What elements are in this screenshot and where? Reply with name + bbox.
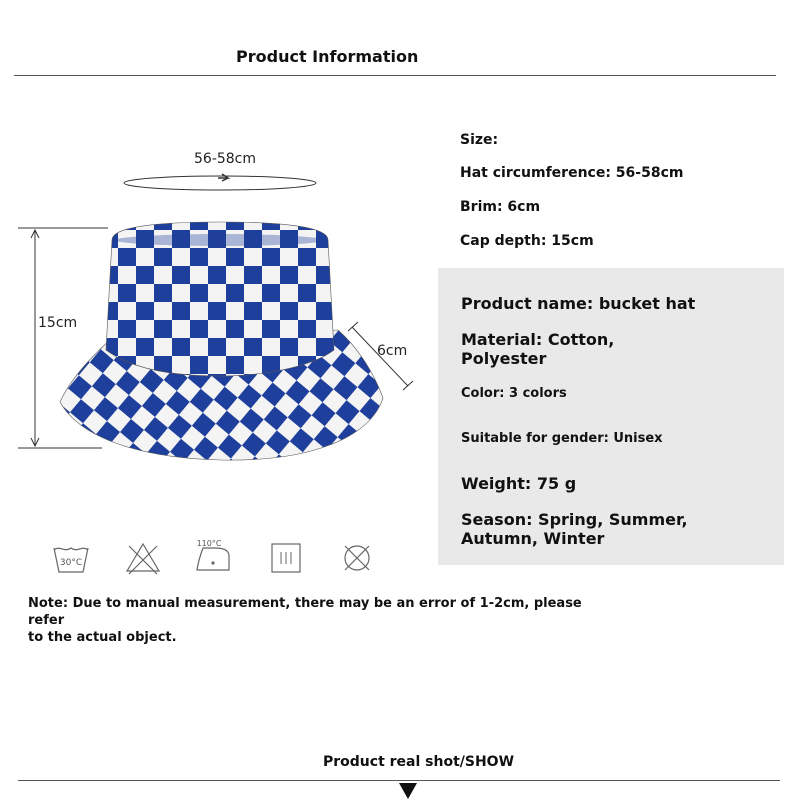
color-spec: Color: 3 colors: [461, 386, 567, 401]
hat-diagram: [10, 140, 420, 470]
iron-temp-text: 110°C: [196, 539, 222, 548]
page-title: Product Information: [236, 47, 419, 66]
material-line1: Material: Cotton,: [461, 330, 615, 349]
no-bleach-icon: [123, 538, 163, 578]
note-line2: to the actual object.: [28, 630, 177, 645]
no-dry-clean-icon: [337, 538, 377, 578]
brim-spec: Brim: 6cm: [460, 199, 541, 215]
tumble-dry-icon: [266, 538, 306, 578]
brim-label: 6cm: [377, 343, 408, 359]
gender-spec: Suitable for gender: Unisex: [461, 431, 663, 446]
wash-30-icon: [51, 538, 91, 578]
note-line1: Note: Due to manual measurement, there may be an error of 1-2cm, please refer: [28, 596, 582, 628]
iron-110-icon: [193, 538, 233, 578]
cap-depth-spec: Cap depth: 15cm: [460, 233, 594, 249]
circumference-arrow-icon: [218, 174, 228, 181]
footer-divider: [18, 780, 780, 781]
depth-label: 15cm: [38, 315, 78, 331]
wash-temp-text: 30°C: [59, 558, 83, 568]
hat-circumference: Hat circumference: 56-58cm: [460, 165, 684, 181]
header-divider: [14, 75, 776, 76]
material-line2: Polyester: [461, 349, 547, 368]
weight-spec: Weight: 75 g: [461, 474, 577, 493]
season-line1: Season: Spring, Summer,: [461, 510, 688, 529]
size-label: Size:: [460, 132, 499, 148]
measurement-note: [28, 595, 598, 646]
season-line2: Autumn, Winter: [461, 529, 605, 548]
product-name: Product name: bucket hat: [461, 294, 696, 313]
circumference-label: 56-58cm: [194, 151, 257, 167]
down-arrow-icon: [398, 782, 418, 800]
footer-title: Product real shot/SHOW: [323, 754, 515, 770]
